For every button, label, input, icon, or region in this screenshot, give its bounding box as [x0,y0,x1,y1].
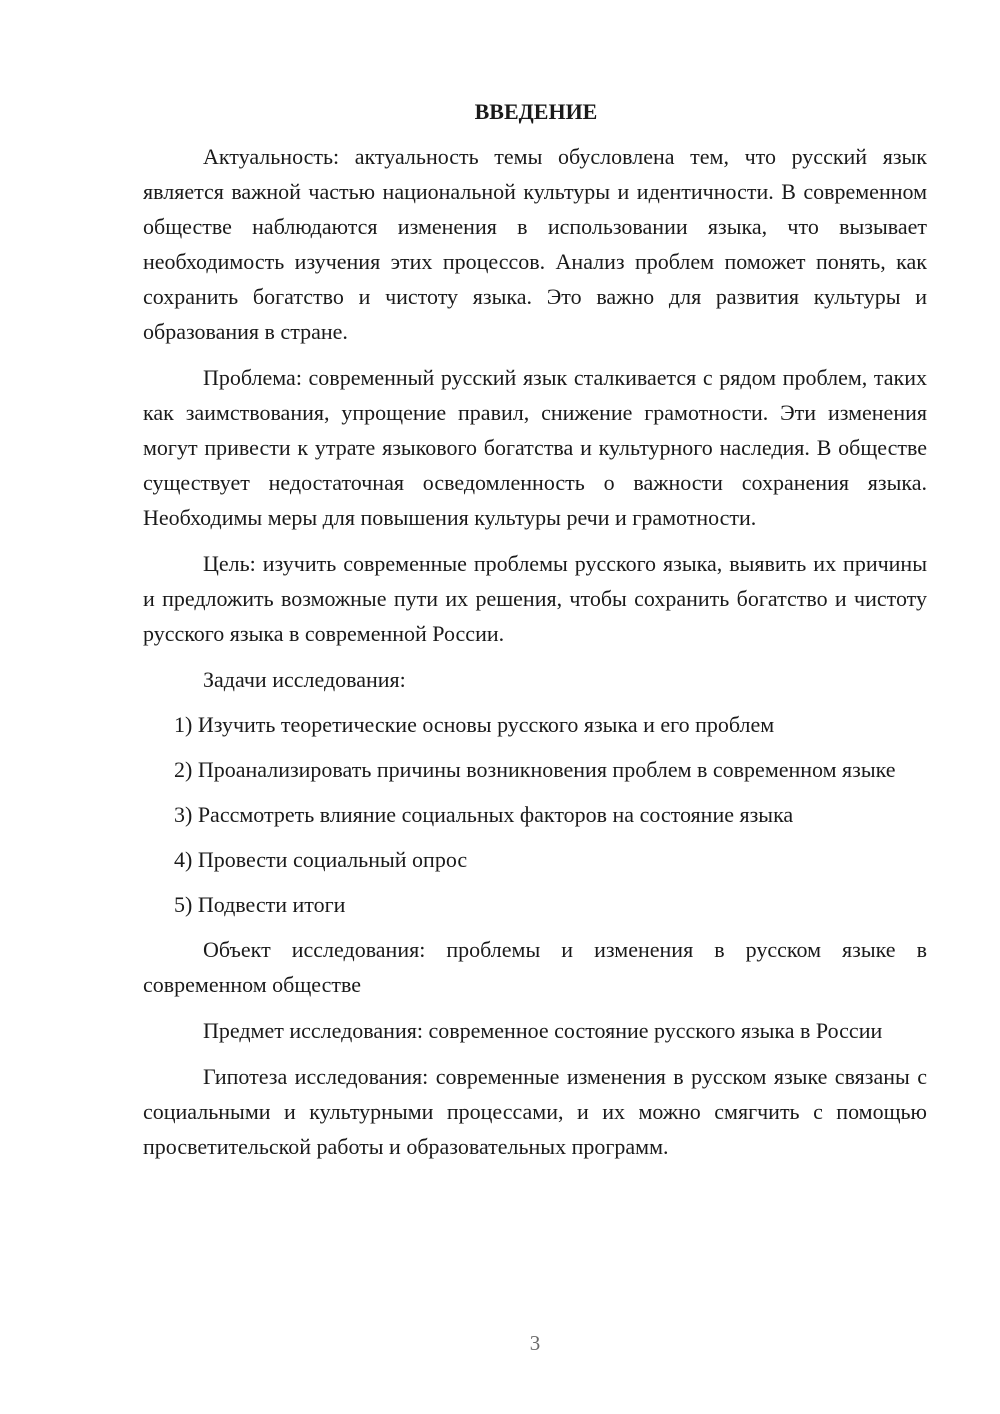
hypothesis-paragraph: Гипотеза исследования: современные изменения в русском языке связаны с социальными и культурными процессами, и их можно смягчить с помощью просветительской работы и образовательных программ. [143,1064,927,1159]
problem-paragraph: Проблема: современный русский язык сталкивается с рядом проблем, таких как заимствования, упрощение правил, снижение грамотности. Эти изменения могут привести к утрате языкового богатства и культурного наследия. В обществе существует недостаточная осведомленность о важности сохранения языка. Необходимы меры для повышения культуры речи и грамотности. [143,365,927,530]
relevance-paragraph: Актуальность: актуальность темы обусловлена тем, что русский язык является важной частью национальной культуры и идентичности. В современном обществе наблюдаются изменения в использовании языка, что вызывает необходимость изучения этих процессов. Анализ проблем поможет понять, как сохранить богатство и чистоту языка. Это важно для развития культуры и образования в стране. [143,144,927,344]
task-item: 5) Подвести итоги [174,892,346,917]
object-paragraph: Объект исследования: проблемы и изменения в русском языке в современном обществе [143,937,927,997]
task-item: 1) Изучить теоретические основы русского языка и его проблем [174,712,775,737]
subject-paragraph: Предмет исследования: современное состояние русского языка в России [203,1018,883,1043]
task-item: 4) Провести социальный опрос [174,847,468,872]
task-item: 2) Проанализировать причины возникновения проблем в современном языке [174,757,896,782]
goal-paragraph: Цель: изучить современные проблемы русского языка, выявить их причины и предложить возможные пути их решения, чтобы сохранить богатство и чистоту русского языка в современной России. [143,551,927,646]
task-item: 3) Рассмотреть влияние социальных факторов на состояние языка [174,802,794,827]
page-number: 3 [529,1331,541,1355]
page-content [143,94,927,1175]
tasks-heading: Задачи исследования: [203,667,406,692]
section-title: ВВЕДЕНИЕ [474,99,598,124]
